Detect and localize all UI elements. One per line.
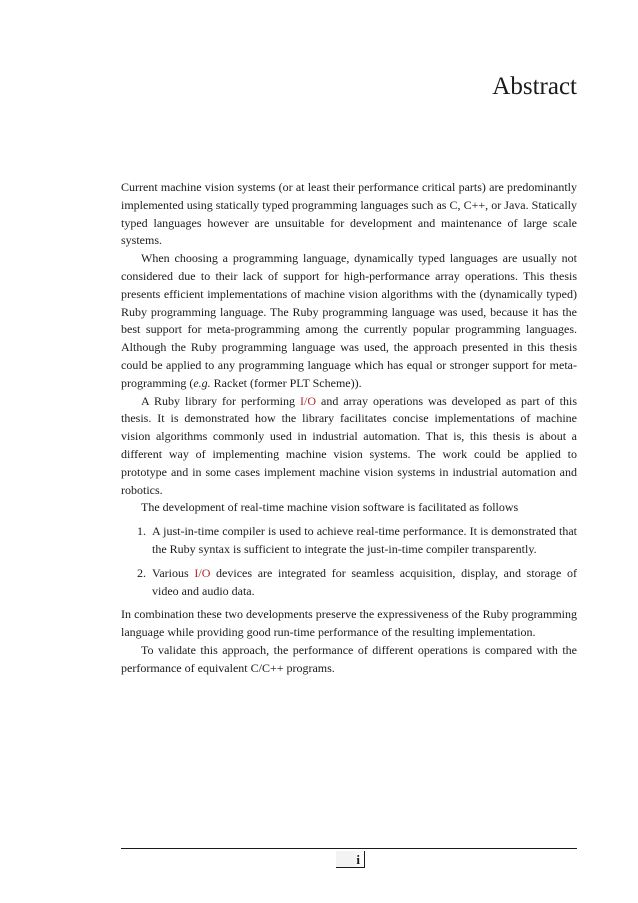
paragraph-2-eg: e.g. (193, 375, 211, 390)
io-link[interactable]: I/O (300, 393, 317, 408)
paragraph-2 (121, 250, 577, 392)
paragraph-3-rest: and array operations was developed as part of this thesis. It is demonstrated how the library facilitates concise implementations of machine vision algorithms commonly used in industrial automation. That is, this thesis is about a different way of implementing machine vision systems. The work could be applied to prototype and in some cases implement machine vision systems in industrial automation and robotics. (121, 393, 578, 497)
paragraph-3-start: A Ruby library for performing (141, 393, 301, 408)
abstract-body (121, 179, 577, 678)
list-item-number: 1. (137, 524, 146, 539)
io-link[interactable]: I/O (194, 565, 211, 580)
paragraph-3 (121, 393, 577, 500)
list-item-number: 2. (137, 565, 146, 580)
numbered-list (121, 523, 577, 600)
footer-rule (121, 848, 577, 849)
list-item-text-start: Various (152, 565, 195, 580)
paragraph-2-text: When choosing a programming language, dynamically typed languages are usually not considered due to their lack of support for high-performance array operations. This thesis presents efficient implementations of machine vision algorithms with the (dynamically typed) Ruby programming language. The Ruby programming language was used, because it has the best support for meta-programming among the currently popular programming languages. Although the Ruby programming language was used, the approach presented in this thesis could be applied to any programming language which has equal or stronger support for meta-programming ( (121, 251, 577, 390)
paragraph-5: In combination these two developments preserve the expressiveness of the Ruby programming language while providing good run-time performance of the resulting implementation. (121, 607, 577, 640)
list-item (121, 523, 577, 559)
page-number: i (336, 851, 365, 868)
list-item-text-end: devices are integrated for seamless acquisition, display, and storage of video and audio data. (152, 565, 577, 598)
list-item-text: A just-in-time compiler is used to achieve real-time performance. It is demonstrated that the Ruby syntax is sufficient to integrate the just-in-time compiler transparently. (152, 524, 577, 556)
list-item (121, 565, 577, 601)
paragraph-1: Current machine vision systems (or at least their performance critical parts) are predominantly implemented using statically typed programming languages such as C, C++, or Java. Statically typed languages however are unsuitable for development and maintenance of large scale systems. (121, 180, 577, 248)
page-title: Abstract (492, 73, 577, 100)
paragraph-4: The development of real-time machine vision software is facilitated as follows (141, 500, 519, 515)
paragraph-2-end: Racket (former PLT Scheme)). (210, 375, 362, 390)
paragraph-6: To validate this approach, the performance of different operations is compared with the performance of equivalent C/C++ programs. (121, 642, 577, 675)
